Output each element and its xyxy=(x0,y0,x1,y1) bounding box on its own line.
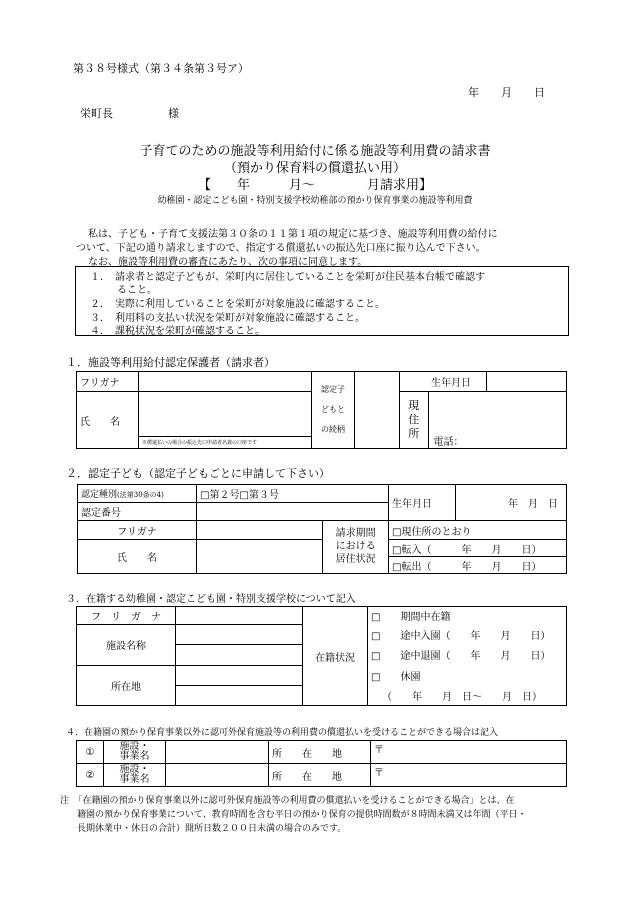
s2-type-options[interactable]: □第２号□第３号 xyxy=(197,485,389,503)
s3-furigana-field[interactable] xyxy=(176,607,303,625)
s2-birth-label: 生年月日 xyxy=(389,485,456,521)
note-line1: 注 「在籍園の預かり保育事業以外に認可外保育施設等の利用費の償還払いを受けることができる場合」とは、在 xyxy=(60,796,515,806)
consent-item-4: ４． 課税状況を栄町が確認すること。 xyxy=(90,326,265,337)
addressee: 栄町長 様 xyxy=(80,107,179,120)
s2-birth-value[interactable]: 年 月 日 xyxy=(456,485,567,521)
title-subtitle: 幼稚園・認定こども園・特別支援学校幼稚部の預かり保育事業の施設等利用費 xyxy=(157,196,473,206)
s4-row2-num: ② xyxy=(77,764,104,787)
title-line3: 【 年 月～ 月請求用】 xyxy=(197,178,432,193)
s3-status-option-5[interactable]: （ 年 月 日～ 月 日） xyxy=(368,685,567,705)
s4-row2-label1: 施設・ xyxy=(119,764,150,775)
s1-address-field[interactable] xyxy=(428,392,567,449)
s1-birth-label: 生年月日 xyxy=(428,372,487,392)
s1-note: ※償還払いの場合の振込先口申請者名義の口座です xyxy=(139,436,312,448)
s2-name-label: 氏 名 xyxy=(78,540,197,574)
s1-name-label: 氏 名 xyxy=(77,392,139,449)
consent-item-1-cont: ること。 xyxy=(117,285,157,296)
s4-row2-addr-field[interactable] xyxy=(371,764,567,787)
s3-furigana-label: フ リ ガ ナ xyxy=(77,607,176,625)
section1-table xyxy=(76,371,567,449)
section3-heading: ３．在籍する幼稚園・認定こども園・特別支援学校について記入 xyxy=(66,594,356,605)
s2-type-label xyxy=(78,485,197,503)
s2-residence-label xyxy=(323,520,389,573)
s3-status-option-4[interactable]: □ 休園 xyxy=(368,665,567,685)
s3-status-option-3[interactable]: □ 途中退園（ 年 月 日） xyxy=(368,645,567,665)
s4-row2-label2: 事業名 xyxy=(119,774,150,785)
s2-name-field[interactable] xyxy=(197,540,323,574)
note-line2: 籍園の預かり保育事業について、教育時間を含む平日の預かり保育の提供時間数が８時間未満又は年間（平日・ xyxy=(77,810,527,820)
s1-name-field[interactable] xyxy=(139,392,312,437)
s4-row1-addr-label: 所 在 地 xyxy=(269,741,371,764)
s3-location-field-2[interactable] xyxy=(176,685,303,705)
intro-p1: 私は、子ども・子育て支援法第３０条の１１第１項の規定に基づき、施設等利用費の給付に xyxy=(88,229,498,240)
s4-row1-label2: 事業名 xyxy=(119,751,150,762)
s2-furigana-field[interactable] xyxy=(197,520,323,540)
s4-row2-name-field[interactable] xyxy=(166,764,269,787)
s4-row1-label1: 施設・ xyxy=(119,741,150,752)
s3-location-field-1[interactable] xyxy=(176,665,303,685)
s1-address-char3: 所 xyxy=(408,427,420,441)
section4-table xyxy=(76,740,567,787)
s4-row2-postal: 〒 xyxy=(374,768,384,779)
s3-facility-field-2[interactable] xyxy=(176,645,303,665)
s2-cert-no-field[interactable] xyxy=(197,502,389,520)
s2-type-label-main: 認定種別 xyxy=(81,489,118,500)
s2-type-label-small: (法第30条の4) xyxy=(117,490,164,499)
s1-relation-line3: の続柄 xyxy=(321,425,345,434)
note-line3: 長期休業中・休日の合計）開所日数２００日未満の場合のみです。 xyxy=(77,824,347,834)
date-line: 年 月 日 xyxy=(468,86,545,99)
s4-row2-addr-label: 所 在 地 xyxy=(269,764,371,787)
s1-address-char2: 住 xyxy=(408,413,420,427)
title-line2: （預かり保育料の償還払い用） xyxy=(223,161,406,176)
s3-facility-label: 施設名称 xyxy=(77,625,176,665)
s2-residence-line3: 居住状況 xyxy=(335,554,376,566)
s2-cert-no-label: 認定番号 xyxy=(78,502,197,520)
s4-row1-label xyxy=(104,741,166,764)
s1-relation-line2: どもと xyxy=(321,405,345,414)
s2-residence-option-2[interactable]: □転入（ 年 月 日） xyxy=(389,540,567,557)
consent-item-3: ３． 利用料の支払い状況を栄町が対象施設に確認すること。 xyxy=(90,313,365,324)
s3-status-option-1[interactable]: □ 期間中在籍 xyxy=(368,607,567,625)
s1-furigana-field[interactable] xyxy=(139,372,312,392)
s4-row2-label xyxy=(104,764,166,787)
s1-relation-label xyxy=(312,372,355,449)
s1-address-label xyxy=(400,392,429,449)
s3-facility-field-1[interactable] xyxy=(176,625,303,645)
s3-location-label: 所在地 xyxy=(77,665,176,705)
form-number: 第３８号様式（第３４条第３号ア） xyxy=(73,62,249,75)
section4-heading: ４．在籍園の預かり保育事業以外に認可外保育施設等の利用費の償還払いを受けることができる場合は記入 xyxy=(66,728,499,738)
s1-birth-field[interactable] xyxy=(487,372,567,392)
s1-furigana-label: フリガナ xyxy=(77,372,139,392)
s2-residence-line2: における xyxy=(335,541,376,553)
s1-relation-line1: 認定子 xyxy=(321,385,345,394)
section3-table xyxy=(76,606,567,706)
intro-p3: なお、施設等利用費の審査にあたり、次の事項に同意します。 xyxy=(88,257,368,268)
s4-row1-postal: 〒 xyxy=(374,745,384,756)
s4-row1-addr-field[interactable] xyxy=(371,741,567,764)
intro-p2: ついて、下記の通り請求しますので、指定する償還払いの振込先口座に振り込んで下さい。 xyxy=(76,243,486,254)
section2-heading: ２．認定子ども（認定子どもごとに申請して下さい） xyxy=(66,467,330,480)
s1-relation-field[interactable] xyxy=(355,372,400,449)
section2-table xyxy=(77,484,567,574)
s1-birth-spacer xyxy=(400,372,429,392)
s3-status-option-2[interactable]: □ 途中入園（ 年 月 日） xyxy=(368,625,567,645)
s4-row1-num: ① xyxy=(77,741,104,764)
s2-residence-option-3[interactable]: □転出（ 年 月 日） xyxy=(389,557,567,574)
s1-address-char1: 現 xyxy=(408,399,420,413)
title-line1: 子育てのための施設等利用給付に係る施設等利用費の請求書 xyxy=(139,144,491,159)
s3-status-label: 在籍状況 xyxy=(303,607,368,706)
section1-heading: １．施設等利用給付認定保護者（請求者） xyxy=(66,356,275,369)
s2-furigana-label: フリガナ xyxy=(78,520,197,540)
s2-residence-line1: 請求期間 xyxy=(335,528,376,540)
consent-item-1: １． 請求者と認定子どもが、栄町内に居住していることを栄町が住民基本台帳で確認す xyxy=(90,272,485,283)
consent-item-2: ２． 実際に利用していることを栄町が対象施設に確認すること。 xyxy=(90,299,385,310)
s1-phone-label: 電話： xyxy=(433,437,464,448)
s2-residence-option-1[interactable]: □現住所のとおり xyxy=(389,520,567,540)
s4-row1-name-field[interactable] xyxy=(166,741,269,764)
